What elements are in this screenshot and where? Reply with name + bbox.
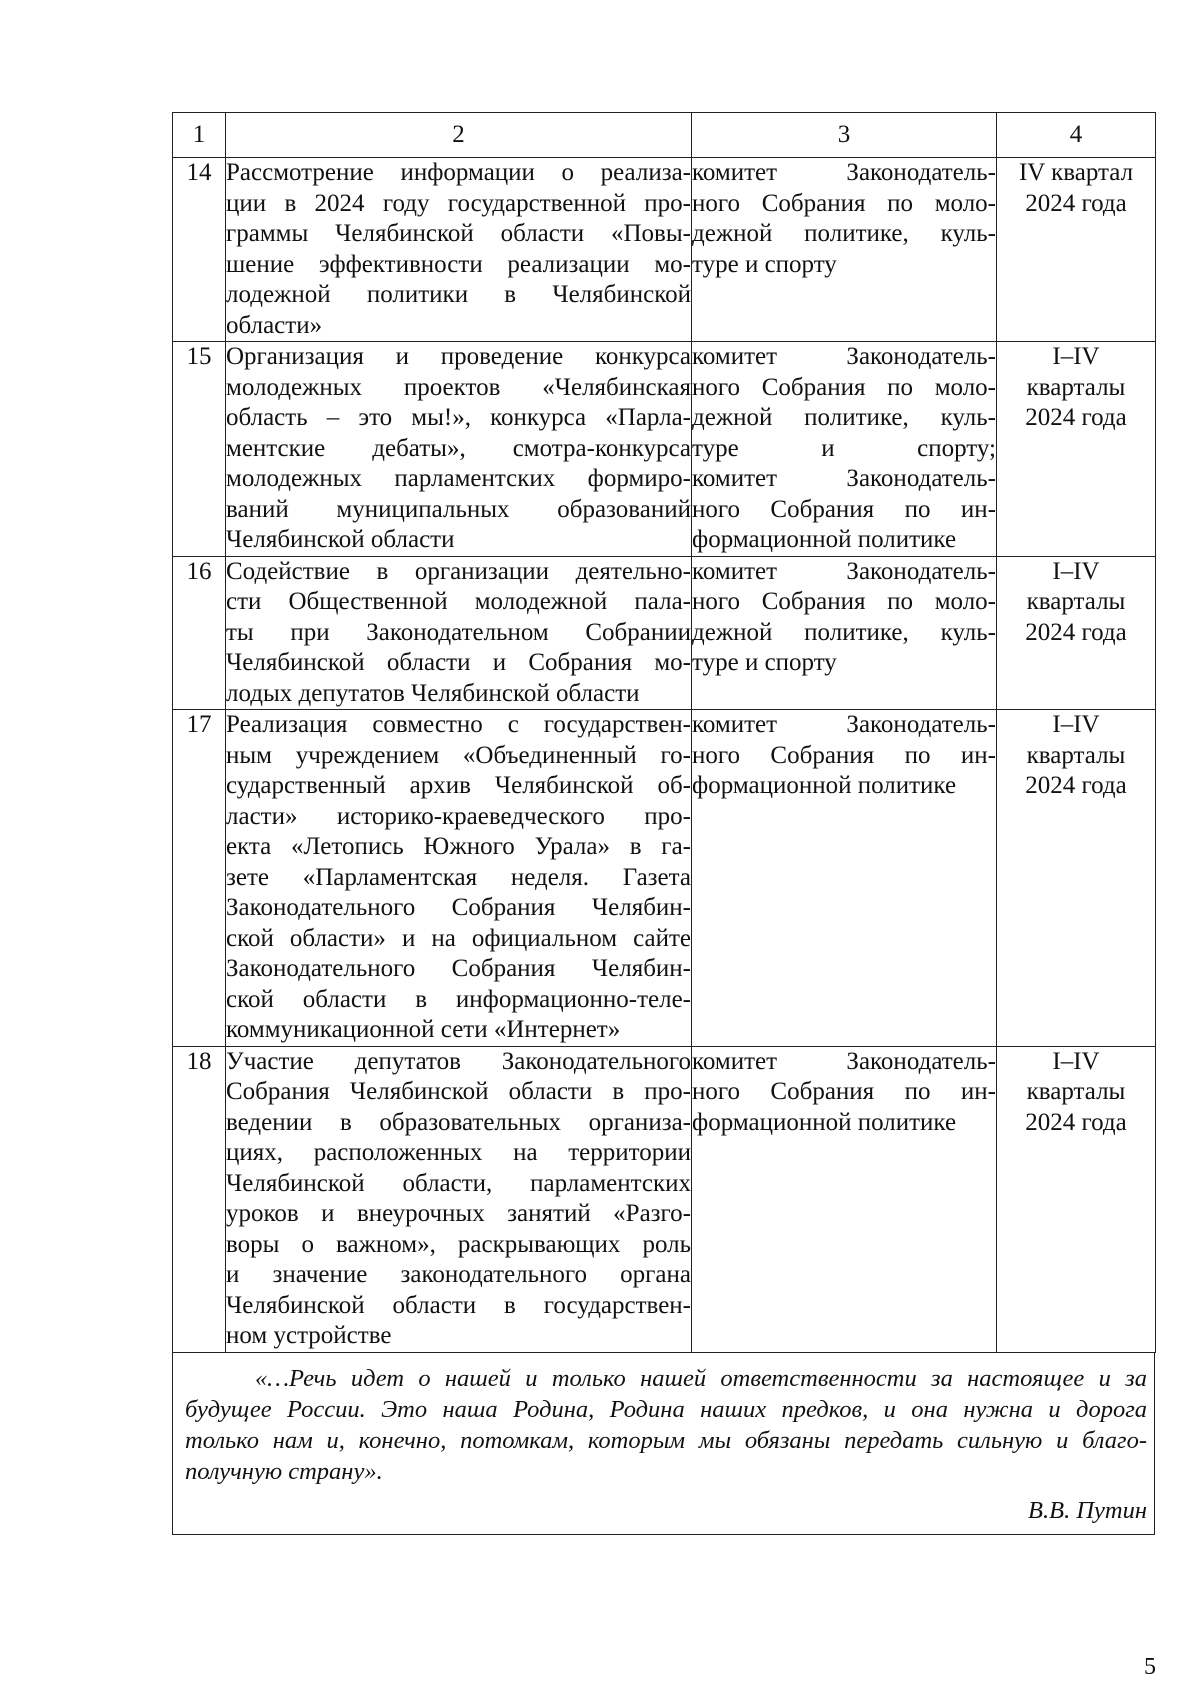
event-description-line: Законодательного Собрания Челябин- (226, 894, 691, 921)
table-row (173, 710, 1156, 1047)
event-description-line: Законодательного Собрания Челябин- (226, 955, 691, 982)
event-term-line: кварталы (1026, 588, 1126, 615)
event-term-line: I–IV (1052, 1047, 1100, 1075)
event-term-line: 2024 года (1025, 618, 1127, 646)
event-description-line: Челябинской области (226, 526, 455, 553)
event-description-line: воры о важном», раскрывающих роль (226, 1230, 691, 1258)
row-number: 16 (173, 556, 226, 710)
responsible-committee-line: дежной политике, куль- (692, 220, 996, 247)
event-description-line: ласти» историко-краеведческого про- (226, 802, 691, 830)
responsible-committee-line: комитет Законодатель- (692, 1047, 996, 1075)
quote-author: В.В. Путин (1028, 1496, 1147, 1524)
event-term-line: 2024 года (1025, 404, 1127, 431)
event-description-line: екта «Летопись Южного Урала» в га- (226, 833, 691, 860)
event-description-line: Рассмотрение информации о реализа- (226, 159, 691, 186)
event-description-line: шение эффективности реализации мо- (226, 250, 691, 278)
quote-text (185, 1363, 1147, 1487)
event-description-line: молодежных проектов «Челябинская (226, 373, 691, 401)
event-description-line: молодежных парламентских формиро- (226, 465, 691, 492)
event-term (997, 1046, 1156, 1352)
event-description-line: ты при Законодательном Собрании (226, 618, 691, 646)
row-number: 17 (173, 710, 226, 1047)
table-row (173, 1046, 1156, 1352)
event-term-line: I–IV (1052, 711, 1100, 738)
responsible-committee (692, 158, 997, 342)
responsible-committee-line: формационной политике (692, 526, 957, 553)
quote-line: получную страну». (185, 1457, 383, 1485)
event-description-line: Челябинской области и Собрания мо- (226, 649, 691, 676)
document-page (172, 112, 1155, 1535)
event-description-line: уроков и внеурочных занятий «Разго- (226, 1200, 691, 1227)
event-description-line: Содействие в организации деятельно- (226, 557, 691, 585)
event-description-line: ментские дебаты», смотра-конкурса (226, 434, 691, 462)
quote-block (172, 1353, 1155, 1535)
event-description-line: ции в 2024 году государственной про- (226, 189, 691, 217)
responsible-committee (692, 1046, 997, 1352)
events-table (172, 112, 1156, 1353)
event-description-line: Реализация совместно с государствен- (226, 711, 691, 738)
responsible-committee-line: ного Собрания по ин- (692, 1078, 996, 1105)
event-description-line: ным учреждением «Объединенный го- (226, 741, 691, 769)
responsible-committee-line: формационной политике (692, 772, 957, 799)
event-description-line: Челябинской области, парламентских (226, 1169, 691, 1197)
event-description (226, 1046, 692, 1352)
responsible-committee-line: туре и спорту (692, 649, 837, 676)
table-header-row (173, 113, 1156, 158)
event-description-line: ведении в образовательных организа- (226, 1108, 691, 1136)
event-description-line: лодых депутатов Челябинской области (226, 679, 640, 707)
event-term (997, 342, 1156, 557)
event-description-line: область – это мы!», конкурса «Парла- (226, 404, 691, 431)
event-term-line: 2024 года (1025, 1108, 1127, 1136)
event-term-line: I–IV (1052, 343, 1100, 370)
event-description-line: сударственный архив Челябинской об- (226, 772, 691, 799)
event-description-line: сти Общественной молодежной пала- (226, 588, 691, 615)
column-header: 1 (173, 113, 226, 158)
responsible-committee-line: комитет Законодатель- (692, 465, 996, 492)
event-description-line: ской области в информационно-теле- (226, 985, 691, 1013)
event-description-line: ваний муниципальных образований (226, 495, 691, 523)
responsible-committee-line: ного Собрания по моло- (692, 373, 996, 401)
event-description-line: зете «Парламентская неделя. Газета (226, 863, 691, 891)
responsible-committee-line: ного Собрания по моло- (692, 189, 996, 217)
responsible-committee-line: ного Собрания по ин- (692, 741, 996, 769)
event-term-line: кварталы (1026, 373, 1126, 401)
event-term (997, 710, 1156, 1047)
row-number: 14 (173, 158, 226, 342)
quote-line: только нам и, конечно, потомкам, которым мы обязаны передать сильную и благо- (185, 1426, 1147, 1454)
event-description-line: граммы Челябинской области «Повы- (226, 220, 691, 247)
event-description (226, 710, 692, 1047)
quote-line: будущее России. Это наша Родина, Родина наших предков, и она нужна и дорога (185, 1395, 1147, 1423)
event-description-line: Челябинской области в государствен- (226, 1291, 691, 1319)
event-description-line: лодежной политики в Челябинской (226, 281, 691, 308)
responsible-committee-line: туре и спорту (692, 250, 837, 278)
quote-line: «…Речь идет о нашей и только нашей ответственности за настоящее и за (255, 1364, 1147, 1392)
table-row (173, 342, 1156, 557)
table-row (173, 556, 1156, 710)
event-term-line: кварталы (1026, 741, 1126, 769)
responsible-committee-line: дежной политике, куль- (692, 618, 996, 646)
event-description-line: Участие депутатов Законодательного (226, 1047, 691, 1075)
page-number: 5 (1144, 1654, 1156, 1680)
event-description (226, 158, 692, 342)
responsible-committee-line: ного Собрания по ин- (692, 495, 996, 523)
row-number: 18 (173, 1046, 226, 1352)
event-description (226, 556, 692, 710)
row-number: 15 (173, 342, 226, 557)
event-description-line: и значение законодательного органа (226, 1261, 691, 1288)
responsible-committee-line: комитет Законодатель- (692, 343, 996, 370)
event-term-line: 2024 года (1025, 189, 1127, 217)
responsible-committee-line: формационной политике (692, 1108, 957, 1136)
event-description (226, 342, 692, 557)
event-term-line: IV квартал (1018, 159, 1134, 186)
responsible-committee-line: комитет Законодатель- (692, 557, 996, 585)
table-body (173, 158, 1156, 1353)
responsible-committee-line: ного Собрания по моло- (692, 588, 996, 615)
event-description-line: циях, расположенных на территории (226, 1139, 691, 1166)
column-header: 3 (692, 113, 997, 158)
event-term-line: 2024 года (1025, 772, 1127, 799)
event-term (997, 556, 1156, 710)
event-description-line: ской области» и на официальном сайте (226, 924, 691, 952)
event-description-line: области» (226, 311, 323, 339)
event-description-line: ном устройстве (226, 1322, 392, 1349)
responsible-committee-line: дежной политике, куль- (692, 404, 996, 431)
column-header: 2 (226, 113, 692, 158)
column-header: 4 (997, 113, 1156, 158)
responsible-committee (692, 556, 997, 710)
event-description-line: Организация и проведение конкурса (226, 343, 691, 370)
responsible-committee (692, 710, 997, 1047)
event-description-line: Собрания Челябинской области в про- (226, 1078, 691, 1105)
responsible-committee-line: комитет Законодатель- (692, 711, 996, 738)
event-description-line: коммуникационной сети «Интернет» (226, 1016, 621, 1043)
responsible-committee (692, 342, 997, 557)
table-row (173, 158, 1156, 342)
event-term-line: I–IV (1052, 557, 1100, 585)
event-term (997, 158, 1156, 342)
responsible-committee-line: комитет Законодатель- (692, 159, 996, 186)
event-term-line: кварталы (1026, 1078, 1126, 1105)
responsible-committee-line: туре и спорту; (692, 434, 996, 462)
